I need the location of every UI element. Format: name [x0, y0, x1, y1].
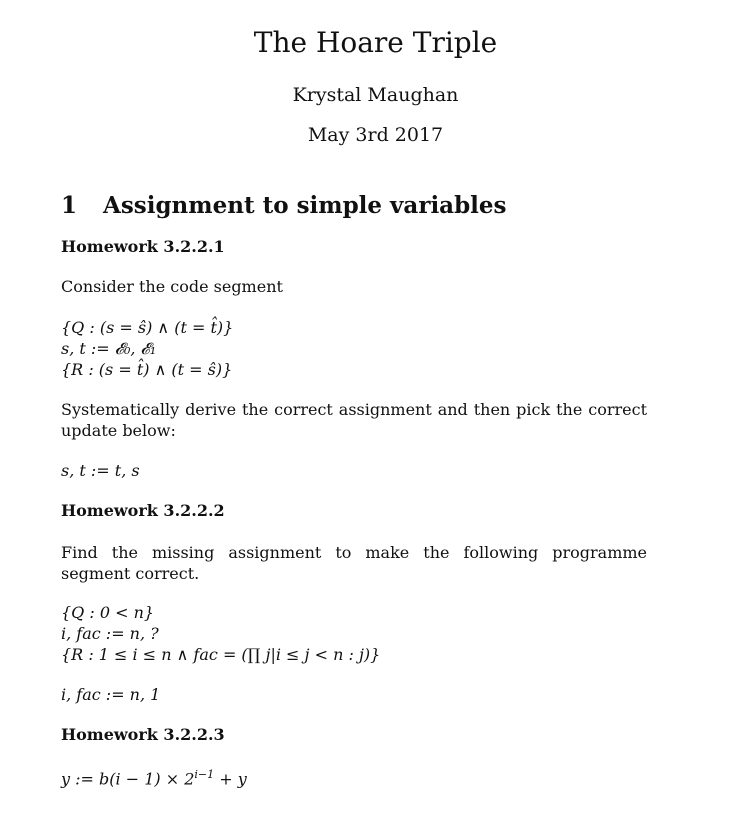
- hw1-precondition: {Q : (s = ŝ) ∧ (t = t̂)}: [61, 318, 234, 337]
- hw3-formula-tail: + y: [214, 769, 247, 789]
- hw3-formula: [61, 764, 247, 789]
- author-name: Krystal Maughan: [292, 84, 459, 106]
- hw2-answer: i, fac := n, 1: [61, 685, 161, 704]
- hw3-formula-exponent: i−1: [194, 768, 215, 781]
- hw1-heading: Homework 3.2.2.1: [61, 237, 225, 256]
- hw2-postcondition: {R : 1 ≤ i ≤ n ∧ fac = (∏ j|i ≤ j < n : j)}: [61, 645, 381, 664]
- document-title: The Hoare Triple: [253, 26, 498, 59]
- hw1-instruction: Systematically derive the correct assignment and then pick the correct update below:: [61, 400, 647, 440]
- hw1-triple: [61, 317, 233, 380]
- section-number: 1: [61, 192, 78, 219]
- hw2-heading: Homework 3.2.2.2: [61, 501, 225, 520]
- hw1-postcondition: {R : (s = t̂) ∧ (t = ŝ)}: [61, 360, 233, 379]
- hw2-precondition: {Q : 0 < n}: [61, 603, 155, 622]
- document-date: May 3rd 2017: [307, 124, 444, 146]
- hw2-intro: Find the missing assignment to make the following programme segment correct.: [61, 543, 647, 583]
- hw3-formula-base: y := b(i − 1) × 2: [61, 769, 195, 789]
- section-heading: [61, 192, 507, 219]
- hw2-triple: [61, 602, 380, 665]
- hw1-answer: s, t := t, s: [61, 461, 140, 480]
- hw2-assignment: i, fac := n, ?: [61, 624, 159, 643]
- hw1-intro: Consider the code segment: [61, 277, 283, 296]
- hw3-heading: Homework 3.2.2.3: [61, 725, 225, 744]
- hw1-assignment: s, t := 𝓔₀, 𝓔₁: [61, 339, 157, 358]
- section-title: Assignment to simple variables: [103, 192, 507, 219]
